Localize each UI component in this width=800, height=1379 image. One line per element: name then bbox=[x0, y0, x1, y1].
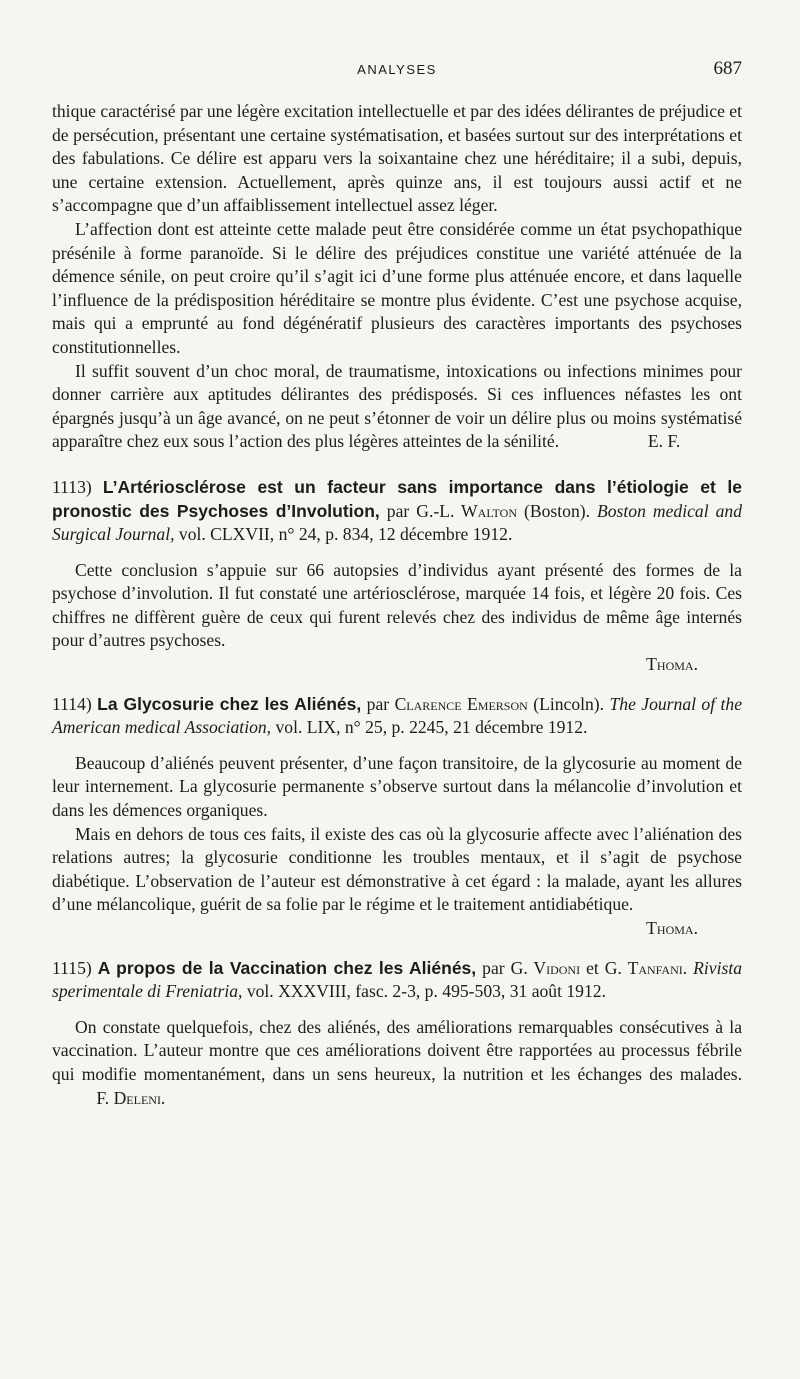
article-signature: Thoma. bbox=[646, 654, 698, 675]
article-paragraph: Mais en dehors de tous ces faits, il existe des cas où la glycosurie affecte avec l’aliénation des relations autres; la glycosurie conditionne les troubles mentaux, et il s’agit de psychose diabétique. L’observation de l’auteur est démonstrative à cet égard : la malade, ayant les allures d’une mélancolique, guérit de sa folie par le régime et le traitement antidiabétique. bbox=[52, 823, 742, 915]
article-affiliation: (Lincoln). bbox=[533, 693, 605, 714]
article-author: G. Vidoni bbox=[510, 957, 581, 978]
continuation-paragraph-1: thique caractérisé par une légère excitation intellectuelle et par des idées délirantes de préjudice et de persécution, présentant une certaine systématisation, et basées surtout sur des interprétations et des fabulations. Ce délire est apparu vers la soixantaine chez une héréditaire; il a subi, depuis, une certaine extension. Actuellement, après quinze ans, il est toujours aussi actif et ne s’accompagne que d’un affaiblissement intellectuel assez léger. bbox=[52, 101, 742, 216]
article-journal: Rivista sperimentale di Freniatria, bbox=[52, 957, 743, 1002]
article-by: par bbox=[366, 693, 390, 714]
continuation-paragraph-3-text: Il suffit souvent d’un choc moral, de traumatisme, intoxications ou infections minimes pour donner carrière aux aptitudes délirantes des prédisposés. Si ces influences néfastes les ont épargnés jusqu’à un âge avancé, on ne peut s’étonner de voir un délire plus ou moins systématisé apparaître chez eux sous l’action des plus légères atteintes de la sénilité. bbox=[52, 360, 742, 452]
article-journal: Boston medical and Surgical Journal, bbox=[52, 500, 742, 545]
article-paragraph: Cette conclusion s’appuie sur 66 autopsies d’individus ayant présenté des formes de la psychose d’involution. Il fut constaté une artériosclérose, marquée 14 fois, et légère 20 fois. Ces chiffres ne diffèrent guère de ceux qui furent relevés chez des individus de même âge internés pour d’autres psychoses. bbox=[52, 559, 742, 651]
continuation-signature: E. F. bbox=[647, 431, 681, 452]
article-signature: F. Deleni. bbox=[96, 1087, 166, 1108]
article-heading bbox=[52, 957, 742, 1004]
article-heading bbox=[52, 476, 742, 547]
article-paragraph-text: On constate quelquefois, chez des aliénés, des améliorations remarquables consécutives à la vaccination. L’auteur montre que ces améliorations doivent être rapportées au processus fébrile qui modifie momentanément, dans un sens heureux, la nutrition et les échanges des malades. bbox=[52, 1016, 742, 1084]
article-1114 bbox=[52, 693, 742, 941]
continuation-paragraph-3 bbox=[52, 360, 742, 454]
page-number: 687 bbox=[713, 58, 742, 79]
article-number: 1114) bbox=[52, 693, 92, 714]
article-conj: et bbox=[586, 957, 599, 978]
article-reference: vol. LIX, n° 25, p. 2245, 21 décembre 1912. bbox=[275, 717, 588, 738]
article-number: 1115) bbox=[52, 957, 92, 978]
article-author-2: G. Tanfani. bbox=[604, 957, 688, 978]
article-paragraph bbox=[52, 1016, 742, 1110]
article-journal: The Journal of the American medical Association, bbox=[52, 693, 743, 738]
article-affiliation: (Boston). bbox=[524, 500, 590, 521]
article-title: A propos de la Vaccination chez les Aliénés, bbox=[97, 957, 477, 978]
article-title: L’Artériosclérose est un facteur sans importance dans l’étiologie et le pronostic des Psychoses d’Involution, bbox=[52, 476, 742, 521]
article-paragraph: Beaucoup d’aliénés peuvent présenter, d’une façon transitoire, de la glycosurie au moment de leur internement. La glycosurie permanente s’observe surtout dans la mélancolie d’involution et dans les démences organiques. bbox=[52, 752, 742, 821]
page-header bbox=[52, 58, 742, 82]
running-head: ANALYSES bbox=[357, 62, 437, 77]
continuation-paragraph-2: L’affection dont est atteinte cette malade peut être considérée comme un état psychopathique présénile à forme paranoïde. Si le délire des préjudices constitue une variété atténuée de la démence sénile, on peut croire qu’il s’agit ici d’une forme plus atténuée encore, et dans laquelle l’influence de la prédisposition héréditaire se montre plus évidente. C’est une psychose acquise, mais qui a emprunté au fond dégénératif plusieurs des caractères importants des psychoses constitutionnelles. bbox=[52, 218, 742, 357]
article-reference: vol. XXXVIII, fasc. 2-3, p. 495-503, 31 août 1912. bbox=[246, 981, 606, 1002]
article-reference: vol. CLXVII, n° 24, p. 834, 12 décembre 1912. bbox=[178, 524, 513, 545]
page-body bbox=[52, 100, 742, 1110]
article-number: 1113) bbox=[52, 476, 92, 497]
article-by: par bbox=[482, 957, 505, 978]
article-author: Clarence Emerson bbox=[394, 693, 528, 714]
article-by: par bbox=[386, 500, 410, 521]
article-1113 bbox=[52, 476, 742, 677]
article-author: G.-L. Walton bbox=[416, 500, 517, 521]
article-title: La Glycosurie chez les Aliénés, bbox=[97, 693, 362, 714]
article-signature: Thoma. bbox=[646, 918, 698, 938]
article-1115 bbox=[52, 957, 742, 1111]
article-heading bbox=[52, 693, 742, 740]
